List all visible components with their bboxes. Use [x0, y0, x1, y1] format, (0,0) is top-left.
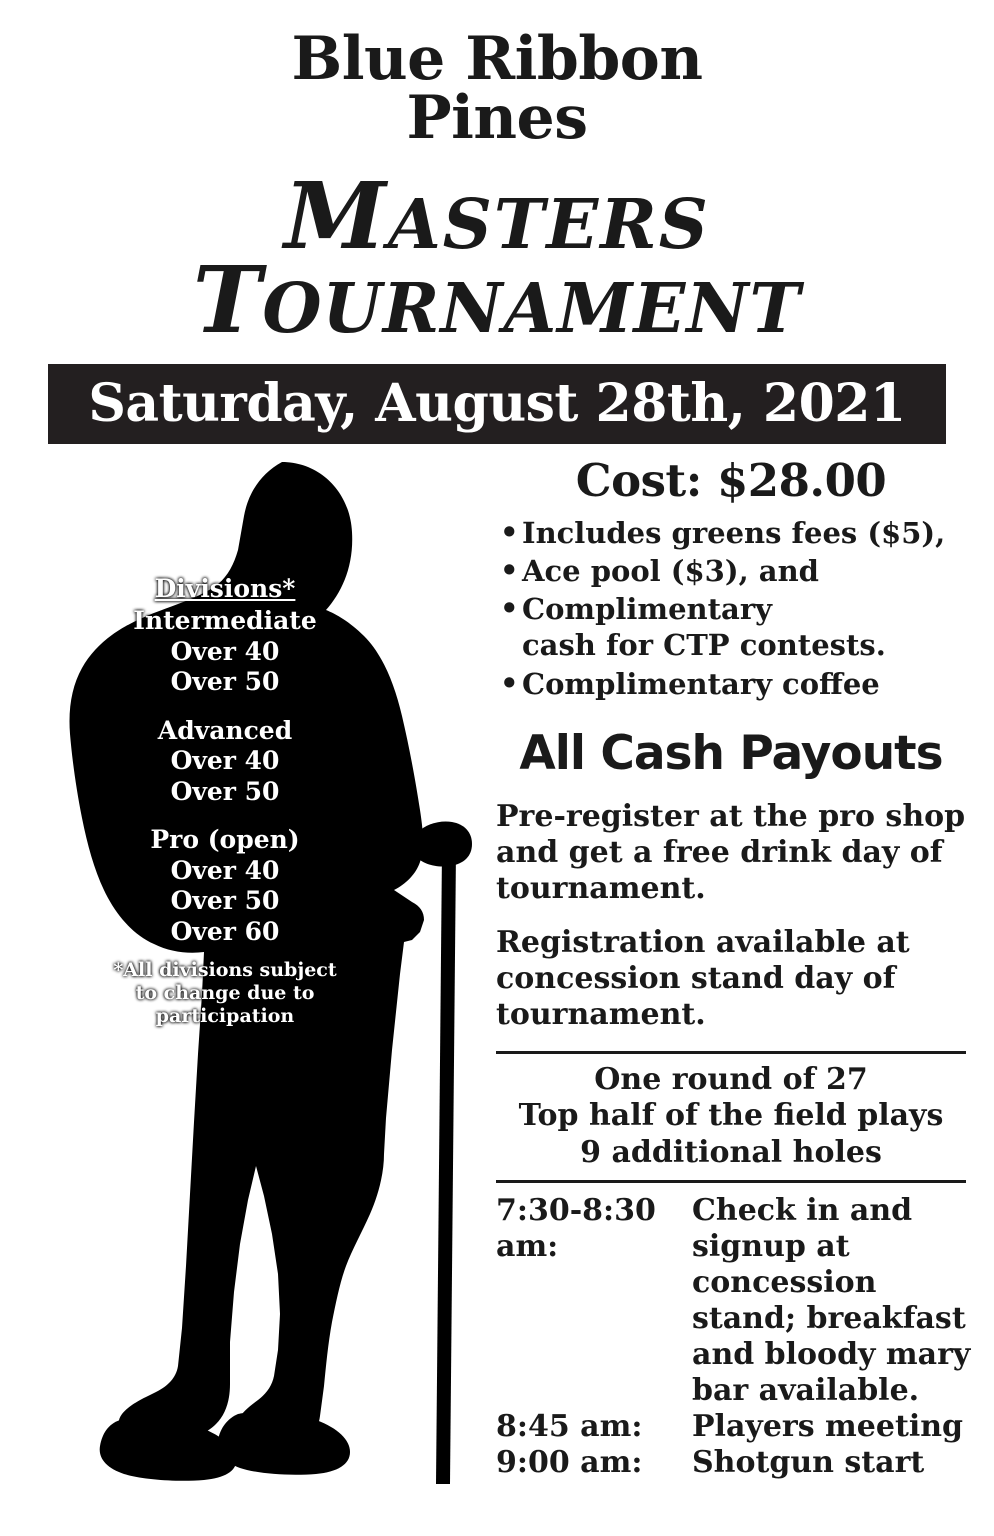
list-item [496, 591, 974, 664]
list-item-text: Complimentary [522, 592, 772, 627]
division-title: Intermediate [133, 606, 317, 636]
schedule-time: 8:45 am: [496, 1408, 643, 1444]
format-line-3: 9 additional holes [580, 1135, 882, 1171]
division-sub: Over 40 [170, 636, 280, 666]
division-sub: Over 60 [170, 916, 280, 946]
list-item-text-cont: cash for CTP contests. [522, 628, 886, 663]
divider-bottom [496, 1180, 966, 1183]
divisions-footnote-line-3: participation [155, 1004, 295, 1027]
cost-includes-list [488, 515, 974, 702]
division-group-pro [60, 825, 390, 947]
event-title-line-1-cap: M [284, 161, 388, 270]
list-item [496, 666, 974, 702]
list-item-text: Ace pool ($3), and [522, 553, 819, 588]
event-title-line-2-cap: T [192, 245, 263, 354]
division-title: Pro (open) [150, 825, 300, 855]
format-line-1: One round of 27 [594, 1061, 868, 1097]
divisions-heading: Divisions* [154, 573, 296, 603]
list-item-text: Complimentary coffee [522, 666, 880, 701]
schedule-row [496, 1445, 974, 1481]
division-group-intermediate [60, 606, 390, 698]
cost-heading: Cost: $28.00 [575, 453, 887, 507]
division-group-advanced [60, 716, 390, 808]
schedule-time: 9:00 am: [496, 1444, 643, 1480]
schedule-time: 7:30-8:30 am: [496, 1192, 656, 1264]
divisions-block [60, 574, 390, 1028]
divisions-footnote [60, 959, 390, 1027]
list-item-text: Includes greens fees ($5), [522, 515, 946, 550]
details-column [488, 454, 974, 1481]
divider-top [496, 1051, 966, 1054]
divisions-footnote-line-1: *All divisions subject [113, 959, 337, 982]
division-title: Advanced [157, 715, 293, 745]
division-sub: Over 50 [170, 667, 280, 697]
schedule-description: Check in and signup at concession stand; breakfast and bloody mary bar available. [692, 1192, 971, 1408]
division-sub: Over 40 [170, 746, 280, 776]
division-sub: Over 50 [170, 776, 280, 806]
brand-title [0, 0, 994, 153]
schedule-row [496, 1193, 974, 1409]
format-block [488, 1060, 974, 1174]
schedule-description: Players meeting [692, 1408, 964, 1444]
division-sub: Over 40 [170, 855, 280, 885]
format-line-2: Top half of the field plays [518, 1098, 944, 1134]
poster-body [0, 454, 994, 1484]
schedule-block [488, 1193, 974, 1481]
event-date-banner: Saturday, August 28th, 2021 [48, 364, 946, 444]
registration-paragraph: Registration available at concession stand day of tournament. [496, 924, 910, 1032]
event-title-line-2 [0, 245, 994, 354]
event-title-line-2-rest: OURNAMENT [262, 268, 802, 349]
schedule-description: Shotgun start [692, 1444, 925, 1480]
divisions-footnote-line-2: to change due to [135, 981, 315, 1004]
event-title-line-1-rest: ASTERS [387, 184, 710, 265]
brand-line-1: Blue Ribbon [291, 24, 703, 94]
pre-register-paragraph: Pre-register at the pro shop and get a free drink day of tournament. [496, 798, 966, 906]
division-sub: Over 50 [170, 886, 280, 916]
list-item [496, 515, 974, 551]
event-title-line-1 [0, 161, 994, 270]
brand-line-2: Pines [406, 82, 588, 153]
list-item [496, 553, 974, 589]
schedule-row [496, 1409, 974, 1445]
payouts-heading: All Cash Payouts [519, 725, 943, 781]
